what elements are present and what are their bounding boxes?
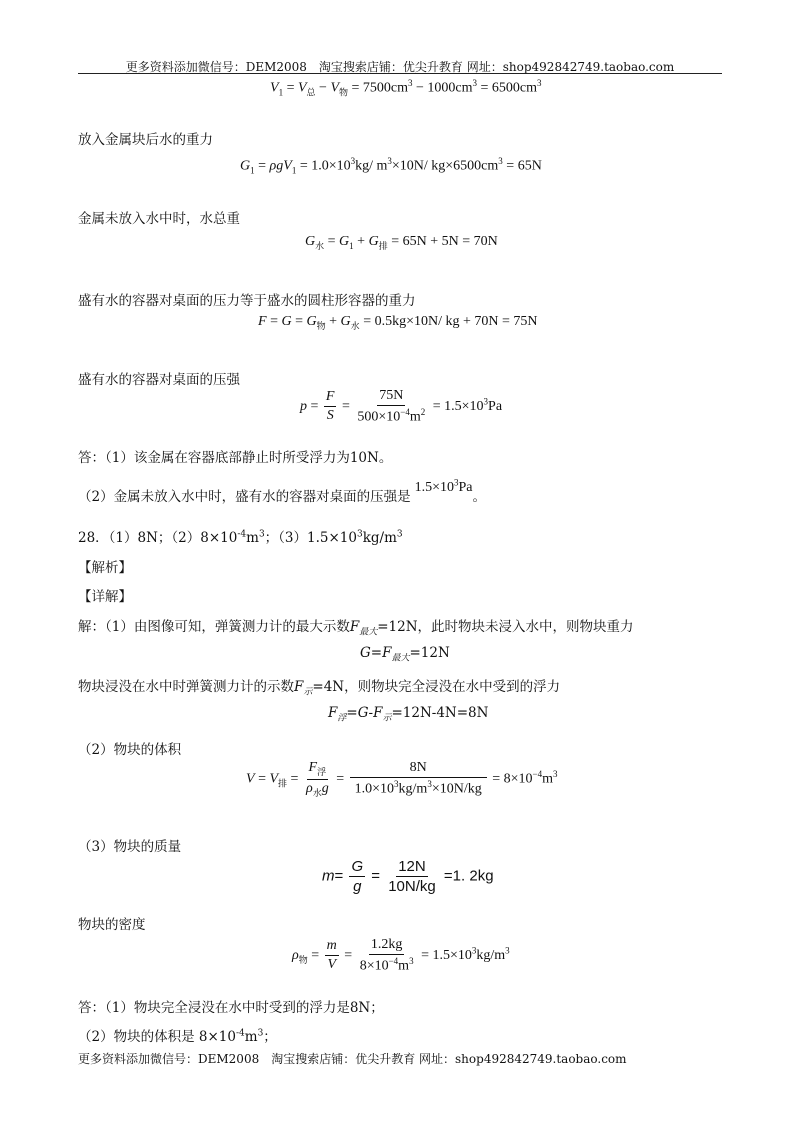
equation-gravity: $G=F_{最大}=12N$ [360,645,450,664]
page-header: 更多资料添加微信号：DEM2008 淘宝搜索店铺：优尖升教育 网址：shop492842749.taobao.com [125,60,675,74]
paragraph-total-water: 金属未放入水中时，水总重 [78,211,240,227]
answer-1: 答：（1）该金属在容器底部静止时所受浮力为10N。 [78,450,393,466]
paragraph-pressure-force: 盛有水的容器对桌面的压力等于盛水的圆柱形容器的重力 [78,293,416,309]
equation-buoyancy: $F_浮=G-F_示=12N-4N=8N$ [328,705,489,724]
detail-tag: 【详解】 [78,589,132,605]
answer-4: （2）物块的体积是 $8\times 10^{-4}m^3$； [78,1028,277,1045]
page-footer: 更多资料添加微信号：DEM2008 淘宝搜索店铺：优尖升教育 网址：shop492842749.taobao.com [78,1052,627,1066]
equation-volume-water: $V_1 = V_总 - V_物 = 7500cm^3 - 1000cm^3 = 6500cm^3$ [270,78,542,98]
answer-2: （2）金属未放入水中时，盛有水的容器对桌面的压强是$1.5\times 10^3Pa$。 [78,477,486,505]
equation-g-total: $G_水 = G_1 + G_排 = 65N + 5N = 70N$ [305,234,498,251]
question-28-answer: 28．（1）8N；$(2)8\times 10^{-4}m^3$；$(3)1.5\times 10^3kg/m^3$ [78,529,403,546]
equation-g1: $G_1 = \rho gV_1 = 1.0\times 10^3kg/$ $m^3\times 10N/$ $kg\times 6500cm^3 = 65N$ [240,156,542,176]
solution-step-density: 物块的密度 [78,917,146,933]
solution-step-1: 解：（1）由图像可知，弹簧测力计的最大示数$F_{最大}=12N$，此时物块未浸入水中，则物块重力 [78,619,634,638]
equation-density: $\rho_物$ = $\frac{m}{V}$ = $\frac{1.2kg}{8\times 10^{-4}m^3}$ = $1.5\times 10^3kg/m^3$ [292,937,510,974]
paragraph-water-weight: 放入金属块后水的重力 [78,132,213,148]
answer-3: 答：（1）物块完全浸没在水中时受到的浮力是8N； [78,1000,384,1016]
equation-mass: m= $\frac{G}{g}$ = $\frac{12N}{10N/kg}$ =1. 2kg [322,858,494,895]
solution-step-mass: （3）物块的质量 [78,839,182,855]
equation-volume: $V = V_排$ = $\frac{F_浮}{\rho_水g}$ = $\frac{8N}{1.0\times 10^3kg/m^3\times 10N/kg}$ = $8\times 10^{-4}m^3$ [246,760,558,798]
solution-step-2: 物块浸没在水中时弹簧测力计的示数$F_示=4N$，则物块完全浸没在水中受到的浮力 [78,679,561,698]
equation-force: $F = G = G_物 + G_水 = 0.5kg\times 10N/$ kg + 70N = 75N [258,314,538,331]
paragraph-pressure: 盛有水的容器对桌面的压强 [78,372,240,388]
header-rule [78,73,722,74]
equation-pressure: p = $\frac{F}{S}$ = $\frac{75N}{500\times 10^{-4}m^2}$ = $1.5\times 10^3Pa$ [300,388,503,425]
solution-step-volume: （2）物块的体积 [78,742,182,758]
analysis-tag: 【解析】 [78,560,132,576]
